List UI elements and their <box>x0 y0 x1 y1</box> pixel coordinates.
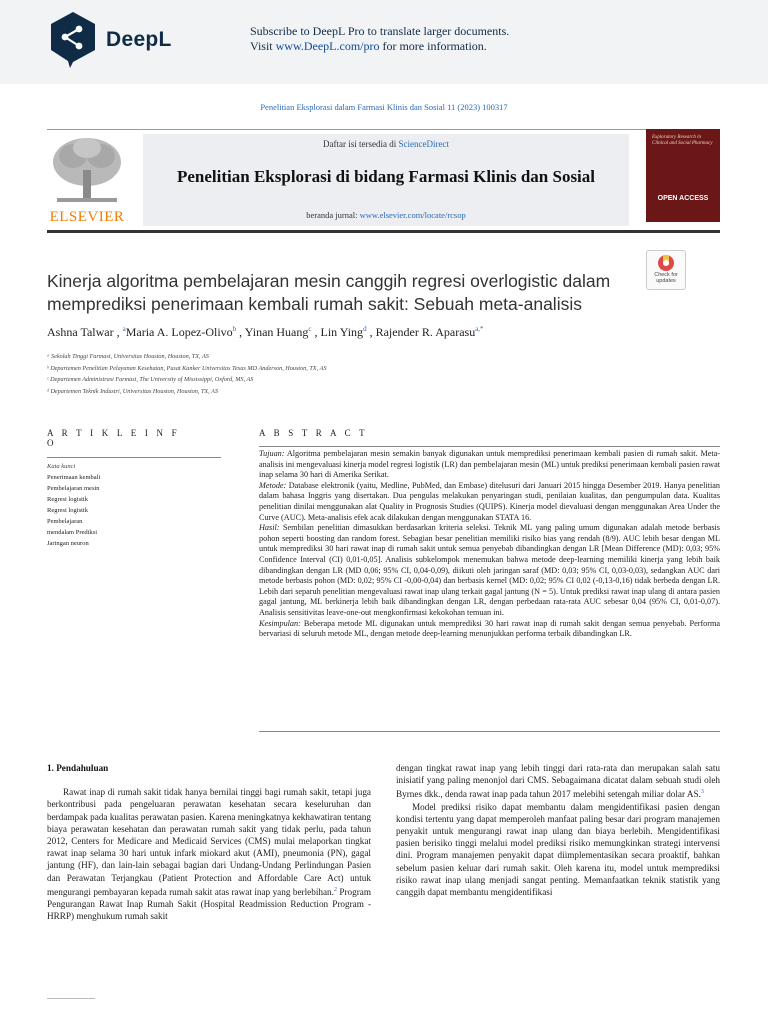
promo-prefix: Visit <box>250 39 276 53</box>
keyword: Jaringan neuron <box>47 540 89 547</box>
journal-homepage-link[interactable]: www.elsevier.com/locate/rcsop <box>359 210 466 220</box>
journal-title: Penelitian Eksplorasi di bidang Farmasi Klinis dan Sosial <box>176 167 596 186</box>
affiliation: ᶜ Departemen Administrasi Farmasi, The University of Mississippi, Oxford, MS, AS <box>47 376 254 383</box>
sciencedirect-link[interactable]: ScienceDirect <box>398 139 449 149</box>
keyword: Pembelajaran <box>47 518 83 525</box>
body-left-column <box>47 762 371 923</box>
intro-paragraph-2: Model prediksi risiko dapat membantu dalam mengidentifikasi pasien dengan kondisi tertentu yang dapat memperoleh manfaat paling besar dari program manajemen penyakit untuk mengurangi rawat inap ulang dan biaya berlebih. Mengidentifikasi pasien berisiko tinggi melalui model prediksi risiko memungkinkan strategi intervensi dini. Program manajemen penyakit dapat diimplementasikan secara proaktif, bahkan sebelum pasien keluar dari rumah sakit. Oleh karena itu, model untuk memprediksi risiko rawat inap ulang menjadi sangat penting. Memanfaatkan teknik statistik yang canggih dapat membantu mengidentifikasi <box>396 801 720 898</box>
header-bottom-rule <box>47 230 720 233</box>
promo-suffix: for more information. <box>379 39 487 53</box>
deepl-banner <box>0 0 768 84</box>
article-info-heading-line-1: A R T I K L E I N F <box>47 428 180 438</box>
author-name[interactable]: Ashna Talwar , <box>47 325 123 339</box>
section-heading-introduction: 1. Pendahuluan <box>47 763 109 773</box>
abstract-paragraph-results <box>259 523 720 618</box>
header-top-rule <box>47 129 720 130</box>
intro-paragraph-1-tail: Program Pengurangan Rawat Inap Rumah Sakit (Hospital Readmission Reduction Program - HRRP) menghukum rumah sakit <box>47 886 372 922</box>
affiliation: ᵃ Sekolah Tinggi Farmasi, Universitas Houston, Houston, TX, AS <box>47 353 209 360</box>
affiliation: ᵇ Departemen Penelitian Pelayanan Kesehatan, Pusat Kanker Universitas Texas MD Anderson, Houston, TX, AS <box>47 365 327 372</box>
abstract-label: Metode: <box>259 480 287 490</box>
author-affil: d <box>363 325 367 333</box>
intro-paragraph-1 <box>47 786 371 922</box>
keyword: Pembelajaran mesin <box>47 485 100 492</box>
journal-title-box <box>143 134 629 226</box>
author-name[interactable]: Maria A. Lopez-Olivo <box>125 325 233 339</box>
abstract-paragraph-methods <box>259 481 720 523</box>
abstract-body <box>259 449 720 640</box>
abstract-rule <box>259 446 720 447</box>
abstract-paragraph-objective <box>259 449 720 481</box>
author-affil: b <box>232 325 237 333</box>
article-info-heading <box>47 428 180 448</box>
journal-homepage <box>143 210 629 220</box>
elsevier-wordmark: ELSEVIER <box>49 209 125 225</box>
keyword: Penerimaan kembali <box>47 474 101 481</box>
crossmark-label: Check for updates <box>654 272 678 284</box>
abstract-heading: A B S T R A C T <box>259 428 368 438</box>
intro-paragraph-1-continued-text: dengan tingkat rawat inap yang lebih tinggi dari rata-rata dan merupakan salah satu inisiatif yang paling menonjol dari CMS. Sebagaimana dicatat dalam sebuah studi oleh Byrnes dkk., denda rawat inap pada tahun 2017 melebihi setengah miliar dolar AS. <box>396 763 720 800</box>
author-list <box>47 325 687 340</box>
intro-paragraph-1-continued <box>396 762 720 801</box>
abstract-label: Hasil: <box>259 523 280 533</box>
contents-available <box>143 139 629 149</box>
deepl-logo-text: DeepL <box>106 28 172 51</box>
journal-reference[interactable]: Penelitian Eksplorasi dalam Farmasi Klinis dan Sosial 11 (2023) 100317 <box>260 102 508 112</box>
promo-text <box>250 24 509 54</box>
footnote-rule <box>47 998 95 999</box>
keywords-label: Kata kunci <box>47 463 76 470</box>
abstract-paragraph-conclusion <box>259 619 720 640</box>
author-name[interactable]: , Yinan Huang <box>236 325 309 339</box>
crossmark-badge[interactable] <box>646 250 686 290</box>
elsevier-tree-icon <box>47 134 127 208</box>
abstract-text: Algoritma pembelajaran mesin semakin banyak digunakan untuk memprediksi penerimaan kembali pasien di rumah sakit. Meta-analisis ini mengevaluasi kinerja model regresi logistik (LR) dan pembelajaran mesin (ML) untuk prediksi penerimaan kembali pasien rawat inap selama 30 hari di Amerika Serikat. <box>259 449 720 480</box>
citation-ref[interactable]: 2 <box>333 886 337 893</box>
body-right-column <box>396 762 720 898</box>
citation-ref[interactable]: 3 <box>700 789 704 796</box>
article-info-rule <box>47 457 221 458</box>
promo-line-1: Subscribe to DeepL Pro to translate larger documents. <box>250 24 510 38</box>
open-access-badge: OPEN ACCESS <box>657 195 709 202</box>
author-affil: a,* <box>475 325 484 333</box>
author-name[interactable]: , Lin Ying <box>311 325 364 339</box>
elsevier-logo <box>47 134 127 226</box>
keyword: mendalam Prediksi <box>47 529 98 536</box>
deepl-pro-link[interactable]: www.DeepL.com/pro <box>275 39 380 53</box>
author-affil: a <box>122 325 126 333</box>
abstract-label: Tujuan: <box>259 449 285 458</box>
abstract-bottom-rule <box>259 731 720 732</box>
affiliation: ᵈ Departemen Teknik Industri, Universitas Houston, Houston, TX, AS <box>47 388 219 395</box>
intro-paragraph-1-text: Rawat inap di rumah sakit tidak hanya bernilai tinggi bagi rumah sakit, tetapi juga berkontribusi pada pengeluaran perawatan kesehatan secara keseluruhan dan berdampak pada kualitas perawatan pasien. Karena meningkatnya kekhawatiran tentang biaya perawatan kesehatan dan perawatan rumah sakit yang tidak perlu, pada tahun 2012, Centers for Medicare and Medicaid Services (CMS) mulai melaporkan tingkat rawat inap selama 30 hari untuk infark miokard akut (AMI), pneumonia (PN), gagal jantung (HF), dan lain-lain sebagai bagian dari Undang-Undang Perlindungan Pasien dan Perawatan Terjangkau (Patient Protection and Affordable Care Act) untuk mengurangi pembayaran kepada rumah sakit atas rawat inap yang berlebihan. <box>47 787 371 897</box>
keyword: Regresi logistik <box>47 496 88 503</box>
keyword: Regresi logistik <box>47 507 88 514</box>
deepl-logo[interactable] <box>48 10 198 72</box>
homepage-prefix: beranda jurnal: <box>306 210 360 220</box>
abstract-text: Beberapa metode ML digunakan untuk memprediksi 30 hari rawat inap di rumah sakit dengan semua penyebab. Performa bervariasi di seluruh metode ML, dengan metode deep-learning menunjukkan performa terbaik dibandingkan LR. <box>259 618 720 639</box>
article-info-heading-line-2: O <box>47 438 57 448</box>
promo-line-2 <box>250 39 509 54</box>
abstract-label: Kesimpulan: <box>259 618 301 628</box>
deepl-logo-icon <box>48 10 98 70</box>
journal-cover[interactable] <box>646 129 720 222</box>
article-title: Kinerja algoritma pembelajaran mesin canggih regresi overlogistic dalam memprediksi penerimaan kembali rumah sakit: Sebuah meta-analisis <box>47 271 611 314</box>
abstract-text: Database elektronik (yaitu, Medline, PubMed, dan Embase) ditelusuri dari Januari 2015 hingga Desember 2019. Hanya penelitian dalam bahasa Inggris yang disertakan. Dua pengulas melakukan penyaringan studi, penilaian kualitas, dan pengumpulan data. Kualitas penelitian dinilai menggunakan alat Quality in Prognosis Studies (QUIPS). Kinerja model dievaluasi dengan menggunakan Area Under the Curve (AUC). Meta-analisis efek acak dilakukan dengan menggunakan STATA 16. <box>259 480 720 522</box>
author-affil: c <box>308 325 312 333</box>
cover-title: Exploratory Research in Clinical and Social Pharmacy <box>652 135 713 146</box>
contents-prefix: Daftar isi tersedia di <box>323 139 399 149</box>
abstract-text: Sembilan penelitian dimasukkan berdasarkan kriteria seleksi. Teknik ML yang paling umum digunakan adalah metode berbasis pohon seperti boosting dan random forest. Sebagian besar penelitian memiliki risiko bias yang rendah (8/9). AUC lebih besar dengan ML untuk memprediksi 30 hari rawat inap di rumah sakit untuk semua penyebab dibandingkan dengan LR [Mean Difference (MD): 0,03; 95% Confidence Interval (CI) 0,01-0,05]. Analisis subkelompok menemukan bahwa metode deep-learning memiliki kinerja yang lebih baik dibandingkan dengan LR (MD 0,06; 95% CI, 0,04-0,09), diikuti oleh jaringan saraf (MD: 0,03; 95% CI, 0,03-0,03), sedangkan AUC dari metode berbasis pohon (MD: 0,02; 95% CI -0,00-0,04) dan berbasis kernel (MD: 0,02; 95% CI 0,02 (-0,13-0,16) tidak berbeda dengan LR. Lebih dari separuh penelitian mengevaluasi rawat inap ulang terkait gagal jantung (N = 5). Untuk prediksi rawat inap ulang di antara pasien gagal jantung, ML berkinerja lebih baik dibandingkan dengan LR, dengan perbedaan rata-rata AUC sebesar 0,04 (95% CI, 0,01-0,07). Analisis sensitivitas leave-one-out mengkonfirmasi kekokohan temuan ini. <box>259 523 720 617</box>
author-name[interactable]: , Rajender R. Aparasu <box>366 325 476 339</box>
